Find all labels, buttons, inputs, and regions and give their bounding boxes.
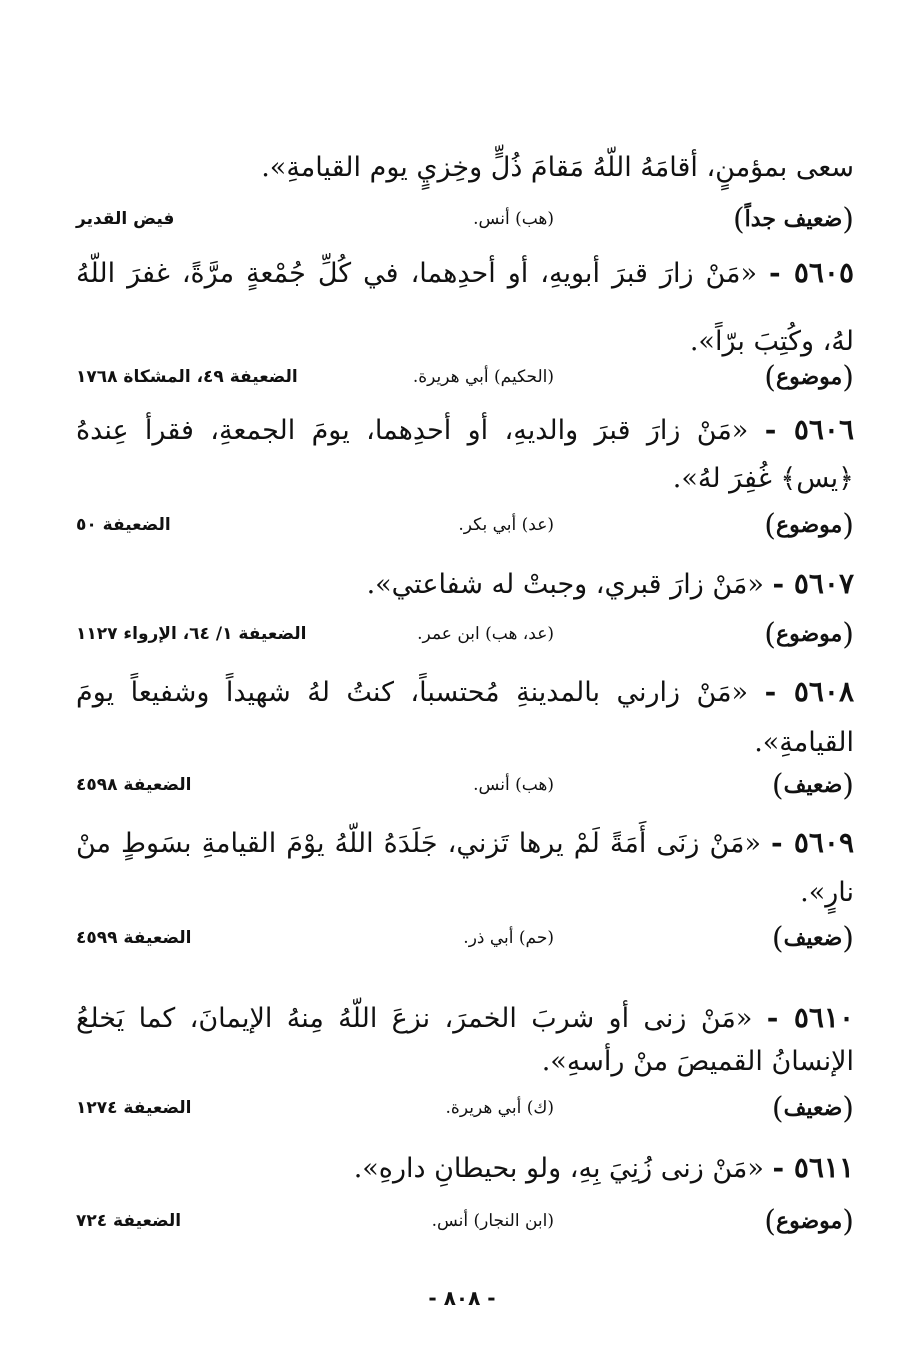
hadith-number: ٥٦٠٨ - <box>764 675 854 708</box>
hadith-number: ٥٦٠٥ - <box>769 256 854 289</box>
reference-line <box>76 201 854 237</box>
reference-line <box>76 616 854 652</box>
grade-label: ( موضوع ) <box>764 507 854 544</box>
page-number: - ٨٠٨ - <box>428 1286 496 1310</box>
hadith-text: «مَنْ زارَ قبري، وجبتْ له شفاعتي». <box>366 569 764 600</box>
hadith-number: ٥٦١٠ - <box>766 1001 854 1034</box>
hadith-text: ﴿يس﴾ غُفِرَ لهُ». <box>672 463 854 494</box>
grade-label: ( ضعيف جداً ) <box>733 201 854 238</box>
hadith-number: ٥٦١١ - <box>772 1151 854 1184</box>
hadith-number: ٥٦٠٦ - <box>764 413 854 446</box>
reference-label: الضعيفة ١٢٧٤ <box>76 1098 192 1118</box>
text-line <box>76 873 854 913</box>
hadith-5610 <box>76 998 854 1038</box>
text-line <box>76 322 854 362</box>
reference-label: الضعيفة ٤٥٩٨ <box>76 775 192 795</box>
source-label: (هب) أنس. <box>473 775 554 795</box>
grade-label: ( موضوع ) <box>764 359 854 396</box>
hadith-5605 <box>76 253 854 293</box>
reference-label: الضعيفة ٤٥٩٩ <box>76 928 192 948</box>
hadith-number: ٥٦٠٧ - <box>772 567 854 600</box>
hadith-5611 <box>76 1148 854 1188</box>
reference-label: الضعيفة ٤٩، المشكاة ١٧٦٨ <box>76 367 298 387</box>
hadith-text: «مَنْ زارني بالمدينةِ مُحتسباً، كنتُ لهُ شهيداً وشفيعاً يومَ <box>76 677 749 708</box>
hadith-text: «مَنْ زنَى أَمَةً لَمْ يرها تَزني، جَلَدَهُ اللّهُ يوْمَ القيامةِ بسَوطٍ منْ <box>76 828 761 859</box>
hadith-5606 <box>76 410 854 450</box>
hadith-text: «مَنْ زنى زُنِيَ بِهِ، ولو بحيطانِ دارهِ». <box>353 1153 764 1184</box>
text-line <box>76 148 854 188</box>
reference-label: الضعيفة ١/ ٦٤، الإرواء ١١٢٧ <box>76 624 307 644</box>
hadith-5608 <box>76 672 854 712</box>
reference-label: الضعيفة ٥٠ <box>76 515 171 535</box>
grade-label: ( ضعيف ) <box>772 920 854 957</box>
hadith-number: ٥٦٠٩ - <box>771 826 854 859</box>
hadith-5609 <box>76 823 854 863</box>
text-line <box>76 723 854 763</box>
hadith-text: «مَنْ زارَ قبرَ والديهِ، أو أحدِهما، يومَ الجمعةِ، فقرأ عِندهُ <box>76 415 749 446</box>
hadith-5607 <box>76 564 854 604</box>
source-label: (عد) أبي بكر. <box>458 515 554 535</box>
grade-label: ( موضوع ) <box>764 616 854 653</box>
hadith-text: القيامةِ». <box>754 727 854 758</box>
reference-label: الضعيفة ٧٢٤ <box>76 1211 182 1231</box>
source-label: (هب) أنس. <box>473 209 554 229</box>
source-label: (ك) أبي هريرة. <box>445 1098 554 1118</box>
hadith-text: لهُ، وكُتِبَ برّاً». <box>689 326 854 357</box>
reference-line <box>76 507 854 543</box>
reference-label: فيض القدير <box>76 209 175 229</box>
source-label: (حم) أبي ذر. <box>463 928 554 948</box>
hadith-text: الإنسانُ القميصَ منْ رأسهِ». <box>541 1046 854 1077</box>
source-label: (عد، هب) ابن عمر. <box>417 624 554 644</box>
hadith-text: سعى بمؤمنٍ، أقامَهُ اللّهُ مَقامَ ذُلٍّ وخِزيٍ يوم القيامةِ». <box>261 152 854 183</box>
text-line <box>76 1042 854 1082</box>
text-line <box>76 459 854 499</box>
grade-label: ( موضوع ) <box>764 1203 854 1240</box>
hadith-text: «مَنْ زارَ قبرَ أبويهِ، أو أحدِهما، في كُلِّ جُمْعةٍ مرَّةً، غفرَ اللّهُ <box>76 258 758 289</box>
hadith-text: «مَنْ زنى أو شربَ الخمرَ، نزعَ اللّهُ مِنهُ الإيمانَ، كما يَخلعُ <box>76 1003 753 1034</box>
reference-line <box>76 920 854 956</box>
source-label: (ابن النجار) أنس. <box>431 1211 554 1231</box>
reference-line <box>76 1203 854 1239</box>
hadith-text: نارٍ». <box>800 877 854 908</box>
grade-label: ( ضعيف ) <box>772 767 854 804</box>
reference-line <box>76 1090 854 1126</box>
source-label: (الحكيم) أبي هريرة. <box>412 367 554 387</box>
reference-line <box>76 767 854 803</box>
reference-line <box>76 359 854 395</box>
grade-label: ( ضعيف ) <box>772 1090 854 1127</box>
